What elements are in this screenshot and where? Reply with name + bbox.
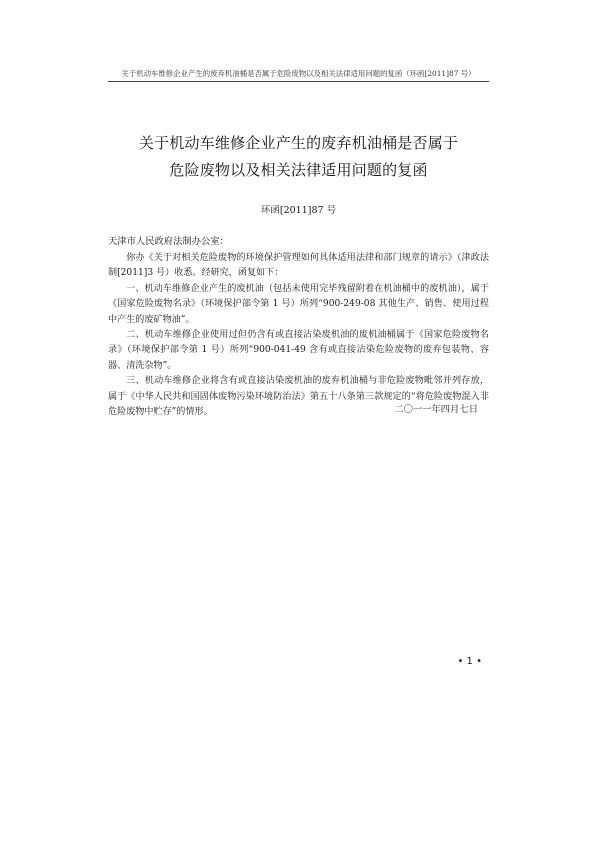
body-paragraph: 三、机动车维修企业将含有或直接沾染废机油的废弃机油桶与非危险废物毗邻并列存放，属于《中华人民共和国固体废物污染环境防治法》第五十八条第三款规定的“将危险废物混入非危险废物中贮存”的情形。 [108,376,489,418]
body-paragraph: 一、机动车维修企业产生的废机油（包括未使用完毕残留附着在机油桶中的废机油），属于《国家危险废物名录》（环境保护部令第 1 号）所列“900-249-08 其他生产、销售、使用过程中产生的废矿物油”。 [108,283,489,325]
running-header: 关于机动车维修企业产生的废弃机油桶是否属于危险废物以及相关法律适用问题的复函（环函[2011]87 号） [121,69,476,78]
document-number: 环函[2011]87 号 [260,205,337,216]
body-paragraph: 二、机动车维修企业使用过但仍含有或直接沾染废机油的废机油桶属于《国家危险废物名录》（环境保护部令第 1 号）所列“900-041-49 含有或直接沾染危险废物的废弃包装物、容器、清洗杂物”。 [108,330,489,371]
title-line-2: 危险废物以及相关法律适用问题的复函 [169,161,428,179]
document-date: 二〇一一年四月七日 [394,404,478,415]
document-body [108,251,489,420]
document-title [108,130,489,184]
page-number: • 1 • [457,656,482,667]
header-divider [108,81,489,82]
title-line-1: 关于机动车维修企业产生的废弃机油桶是否属于 [138,134,459,152]
addressee: 天津市人民政府法制办公室： [108,236,229,247]
body-paragraph: 你办《关于对相关危险废物的环境保护管理如何具体适用法律和部门规章的请示》（津政法制[2011]3 号）收悉。经研究，函复如下： [108,253,489,279]
